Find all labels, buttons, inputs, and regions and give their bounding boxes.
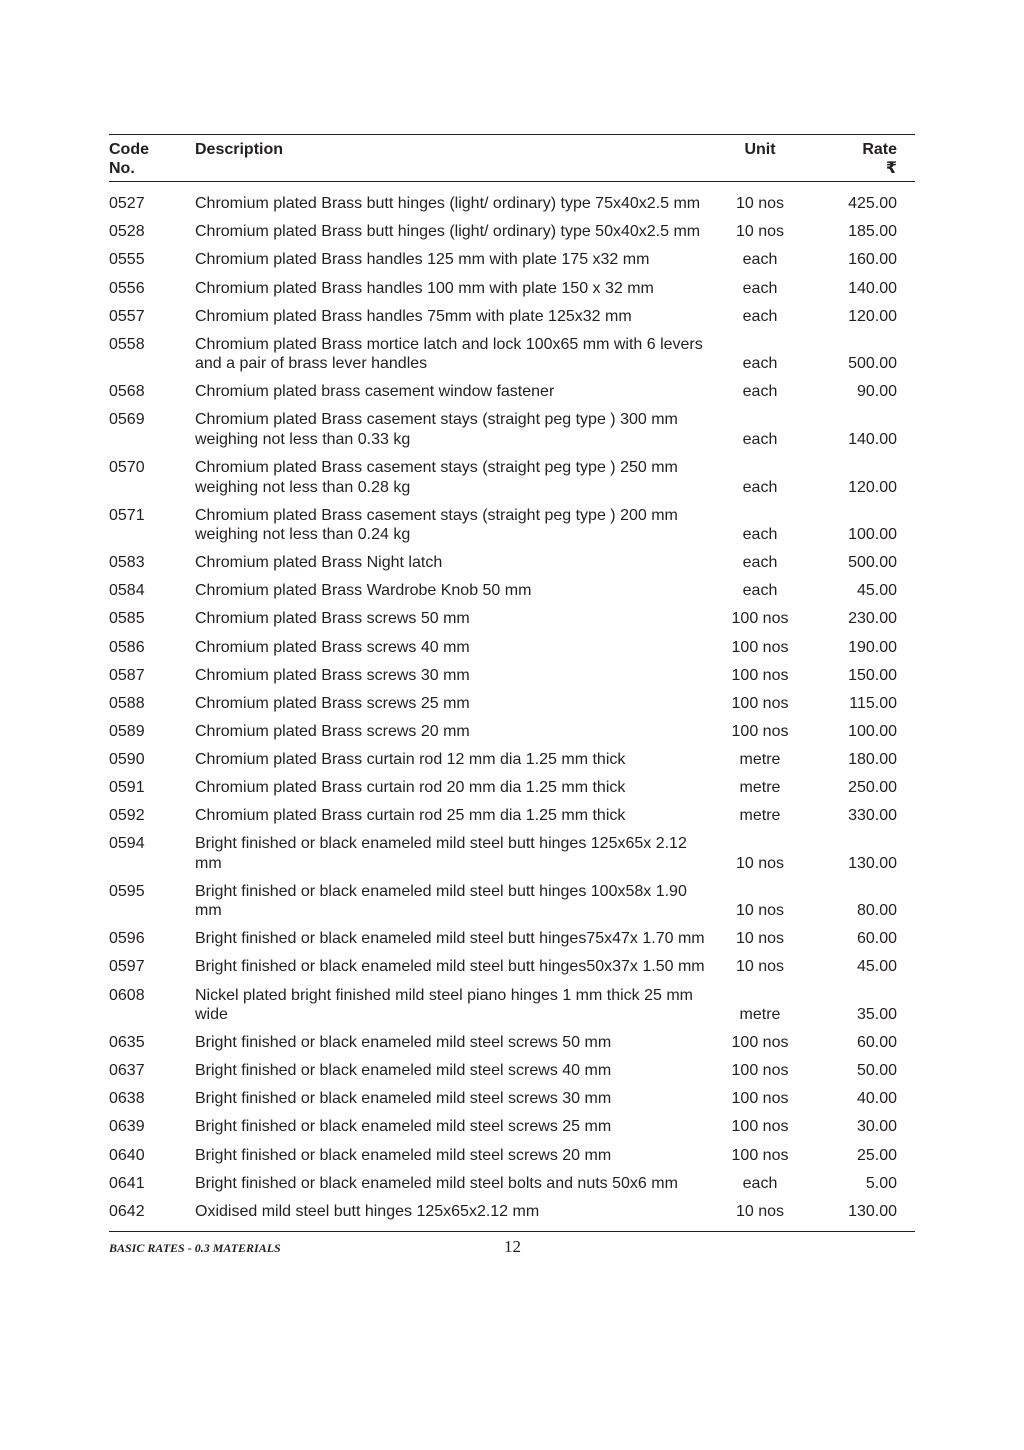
row-code: 0590: [109, 750, 145, 768]
header-rate-label: Rate: [862, 141, 897, 158]
row-description: Chromium plated Brass Wardrobe Knob 50 mm: [195, 582, 532, 600]
row-rate: 140.00: [848, 279, 897, 297]
row-unit: 100 nos: [731, 1146, 789, 1164]
header-code-line1: Code: [109, 141, 149, 158]
table-row: [109, 1029, 915, 1057]
table-row: [109, 454, 915, 502]
row-description: Bright finished or black enameled mild steel screws 25 mm: [195, 1118, 612, 1136]
table-row: [109, 633, 915, 661]
table-row: [109, 190, 915, 218]
row-description: Chromium plated Brass butt hinges (light/ ordinary) type 50x40x2.5 mm: [195, 223, 701, 241]
row-code: 0588: [109, 694, 145, 712]
row-rate: 120.00: [848, 478, 897, 496]
table-row: [109, 549, 915, 577]
table-row: [109, 577, 915, 605]
table-row: [109, 774, 915, 802]
row-code: 0594: [109, 835, 145, 853]
row-description: Chromium plated Brass butt hinges (light/ ordinary) type 75x40x2.5 mm: [195, 195, 701, 213]
row-code: 0583: [109, 554, 145, 572]
row-rate: 60.00: [856, 930, 897, 948]
row-unit: each: [742, 430, 778, 448]
row-description: Chromium plated Brass curtain rod 20 mm dia 1.25 mm thick: [195, 778, 626, 796]
row-code: 0571: [109, 506, 145, 524]
table-row: [109, 746, 915, 774]
page-number: 12: [504, 1236, 521, 1256]
table-row: [109, 925, 915, 953]
row-description: Bright finished or black enameled mild steel bolts and nuts 50x6 mm: [195, 1174, 678, 1192]
table-row: [109, 953, 915, 981]
row-rate: 30.00: [856, 1118, 897, 1136]
row-unit: each: [742, 279, 778, 297]
table-row: [109, 274, 915, 302]
row-unit: 10 nos: [735, 1202, 785, 1220]
row-code: 0591: [109, 778, 145, 796]
row-unit: each: [742, 383, 778, 401]
row-code: 0556: [109, 279, 145, 297]
row-description: Chromium plated Brass Night latch: [195, 554, 443, 572]
table-row: [109, 378, 915, 406]
table-row: [109, 1197, 915, 1225]
row-description: Chromium plated Brass screws 50 mm: [195, 610, 470, 628]
row-rate: 25.00: [856, 1146, 897, 1164]
row-code: 0586: [109, 638, 145, 656]
row-description: Chromium plated Brass mortice latch and lock 100x65 mm with 6 levers and a pair of brass lever handles: [195, 335, 703, 373]
row-rate: 80.00: [856, 902, 897, 920]
row-code: 0638: [109, 1090, 145, 1108]
row-unit: each: [742, 554, 778, 572]
table-row: [109, 981, 915, 1029]
row-rate: 160.00: [848, 251, 897, 269]
header-unit: Unit: [744, 141, 776, 158]
row-unit: 100 nos: [731, 1090, 789, 1108]
row-unit: each: [742, 582, 778, 600]
row-rate: 130.00: [848, 854, 897, 872]
row-unit: each: [742, 251, 778, 269]
page-footer: [109, 1232, 915, 1262]
row-rate: 45.00: [856, 582, 897, 600]
row-rate: 180.00: [848, 750, 897, 768]
row-unit: metre: [739, 807, 781, 825]
row-unit: 10 nos: [735, 854, 785, 872]
table-row: [109, 218, 915, 246]
row-code: 0558: [109, 335, 145, 353]
header-code-line2: No.: [109, 160, 135, 177]
table-row: [109, 830, 915, 878]
row-unit: metre: [739, 778, 781, 796]
table-body: [109, 182, 915, 1226]
table-row: [109, 246, 915, 274]
row-description: Chromium plated Brass screws 40 mm: [195, 638, 470, 656]
row-rate: 425.00: [848, 195, 897, 213]
table-row: [109, 1169, 915, 1197]
table-row: [109, 1113, 915, 1141]
row-code: 0587: [109, 666, 145, 684]
table-header: [109, 135, 915, 182]
row-description: Bright finished or black enameled mild steel butt hinges 100x58x 1.90 mm: [195, 882, 687, 920]
row-code: 0608: [109, 986, 145, 1004]
table-row: [109, 718, 915, 746]
row-unit: 100 nos: [731, 1062, 789, 1080]
row-rate: 185.00: [848, 223, 897, 241]
row-rate: 50.00: [856, 1062, 897, 1080]
row-unit: 100 nos: [731, 666, 789, 684]
row-rate: 120.00: [848, 307, 897, 325]
table-row: [109, 605, 915, 633]
row-unit: 100 nos: [731, 610, 789, 628]
row-unit: each: [742, 307, 778, 325]
row-code: 0528: [109, 223, 145, 241]
table-row: [109, 330, 915, 378]
row-rate: 90.00: [856, 383, 897, 401]
row-unit: 10 nos: [735, 958, 785, 976]
row-rate: 250.00: [848, 778, 897, 796]
row-description: Bright finished or black enameled mild steel butt hinges50x37x 1.50 mm: [195, 958, 705, 976]
row-unit: 10 nos: [735, 195, 785, 213]
row-code: 0592: [109, 807, 145, 825]
row-unit: 10 nos: [735, 930, 785, 948]
row-rate: 330.00: [848, 807, 897, 825]
table-row: [109, 1085, 915, 1113]
row-rate: 190.00: [848, 638, 897, 656]
row-description: Nickel plated bright finished mild steel piano hinges 1 mm thick 25 mm wide: [195, 986, 694, 1024]
row-unit: each: [742, 355, 778, 373]
row-rate: 115.00: [849, 694, 897, 712]
row-description: Chromium plated Brass screws 25 mm: [195, 694, 470, 712]
row-description: Chromium plated Brass casement stays (straight peg type ) 200 mm weighing not less than 0.24 kg: [195, 506, 678, 544]
row-code: 0589: [109, 722, 145, 740]
row-unit: each: [742, 478, 778, 496]
row-code: 0642: [109, 1202, 145, 1220]
row-unit: 100 nos: [731, 638, 789, 656]
table-row: [109, 501, 915, 549]
table-row: [109, 689, 915, 717]
row-rate: 5.00: [865, 1174, 897, 1192]
row-rate: 140.00: [848, 430, 897, 448]
row-rate: 100.00: [848, 526, 897, 544]
row-unit: metre: [739, 750, 781, 768]
row-description: Bright finished or black enameled mild steel screws 30 mm: [195, 1090, 612, 1108]
row-rate: 100.00: [848, 722, 897, 740]
row-code: 0595: [109, 882, 145, 900]
row-unit: each: [742, 526, 778, 544]
table-row: [109, 406, 915, 454]
row-description: Bright finished or black enameled mild steel screws 50 mm: [195, 1034, 612, 1052]
row-code: 0640: [109, 1146, 145, 1164]
row-unit: 100 nos: [731, 1118, 789, 1136]
row-description: Oxidised mild steel butt hinges 125x65x2.12 mm: [195, 1202, 540, 1220]
table-row: [109, 877, 915, 925]
row-code: 0557: [109, 307, 145, 325]
row-description: Chromium plated Brass screws 20 mm: [195, 722, 470, 740]
row-description: Chromium plated Brass handles 125 mm with plate 175 x32 mm: [195, 251, 650, 269]
row-code: 0596: [109, 930, 145, 948]
row-rate: 45.00: [856, 958, 897, 976]
row-code: 0635: [109, 1034, 145, 1052]
row-description: Chromium plated Brass curtain rod 12 mm dia 1.25 mm thick: [195, 750, 626, 768]
header-rate: [805, 140, 905, 178]
row-description: Chromium plated Brass casement stays (straight peg type ) 250 mm weighing not less than 0.28 kg: [195, 459, 678, 496]
row-code: 0585: [109, 610, 145, 628]
row-description: Bright finished or black enameled mild steel screws 40 mm: [195, 1062, 612, 1080]
row-code: 0584: [109, 582, 145, 600]
row-code: 0527: [109, 195, 145, 213]
header-description: Description: [195, 141, 284, 158]
row-unit: 10 nos: [735, 902, 785, 920]
header-rate-currency: ₹: [885, 160, 897, 177]
table-row: [109, 302, 915, 330]
row-code: 0569: [109, 411, 145, 429]
row-code: 0639: [109, 1118, 145, 1136]
row-code: 0568: [109, 383, 145, 401]
row-description: Bright finished or black enameled mild steel butt hinges 125x65x 2.12 mm: [195, 835, 687, 872]
row-rate: 40.00: [856, 1090, 897, 1108]
row-description: Chromium plated Brass handles 100 mm with plate 150 x 32 mm: [195, 279, 654, 297]
row-code: 0570: [109, 459, 145, 477]
row-code: 0555: [109, 251, 145, 269]
table-row: [109, 1057, 915, 1085]
row-unit: metre: [739, 1006, 781, 1024]
row-description: Chromium plated brass casement window fastener: [195, 383, 555, 401]
row-code: 0637: [109, 1062, 145, 1080]
row-unit: 10 nos: [735, 223, 785, 241]
row-description: Chromium plated Brass handles 75mm with plate 125x32 mm: [195, 307, 632, 325]
row-rate: 500.00: [848, 554, 897, 572]
row-description: Bright finished or black enameled mild steel butt hinges75x47x 1.70 mm: [195, 930, 705, 948]
row-rate: 230.00: [848, 610, 897, 628]
row-description: Chromium plated Brass curtain rod 25 mm dia 1.25 mm thick: [195, 807, 626, 825]
row-unit: 100 nos: [731, 694, 789, 712]
row-description: Chromium plated Brass casement stays (straight peg type ) 300 mm weighing not less than 0.33 kg: [195, 411, 678, 448]
row-code: 0597: [109, 958, 145, 976]
table-row: [109, 661, 915, 689]
row-rate: 500.00: [848, 355, 897, 373]
row-description: Chromium plated Brass screws 30 mm: [195, 666, 470, 684]
table-row: [109, 802, 915, 830]
rate-table-page: [109, 134, 915, 1262]
row-rate: 35.00: [856, 1006, 897, 1024]
row-unit: 100 nos: [731, 722, 789, 740]
table-row: [109, 1141, 915, 1169]
row-rate: 60.00: [856, 1034, 897, 1052]
header-code: [109, 140, 195, 178]
footer-section-title: BASIC RATES - 0.3 MATERIALS: [109, 1240, 281, 1255]
row-unit: each: [742, 1174, 778, 1192]
row-rate: 150.00: [848, 666, 897, 684]
row-rate: 130.00: [848, 1202, 897, 1220]
row-description: Bright finished or black enameled mild steel screws 20 mm: [195, 1146, 612, 1164]
row-code: 0641: [109, 1174, 145, 1192]
row-unit: 100 nos: [731, 1034, 789, 1052]
